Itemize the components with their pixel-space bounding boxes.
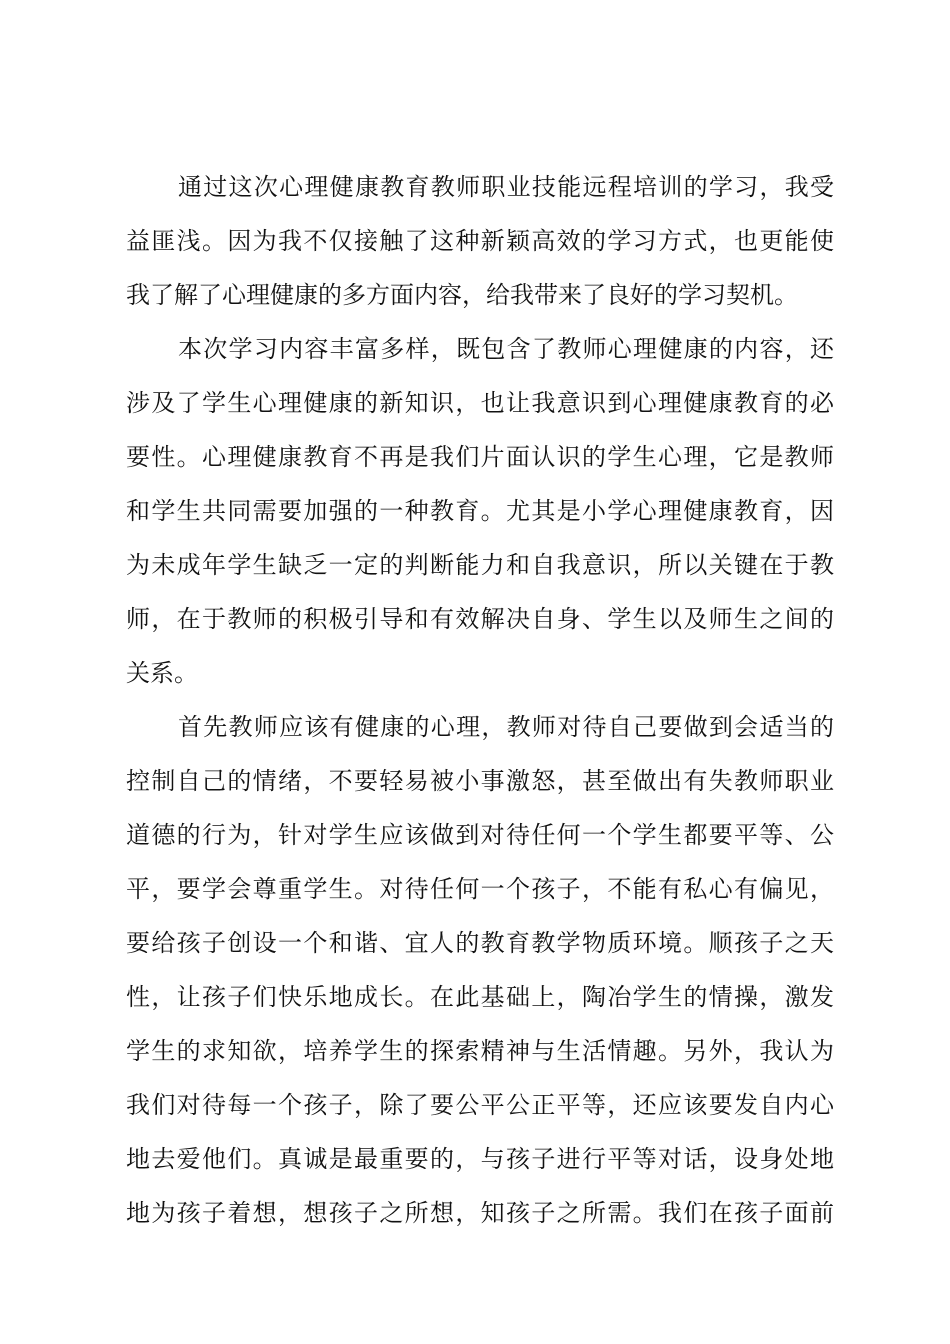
text-line: 首先教师应该有健康的心理，教师对待自己要做到会适当的 [178, 713, 834, 741]
text-line: 性，让孩子们快乐地成长。在此基础上，陶冶学生的情操，激发 [126, 983, 834, 1011]
text-line: 平，要学会尊重学生。对待任何一个孩子，不能有私心有偏见， [126, 875, 834, 903]
text-line: 益匪浅。因为我不仅接触了这种新颖高效的学习方式，也更能使 [126, 227, 834, 255]
text-line: 涉及了学生心理健康的新知识，也让我意识到心理健康教育的必 [126, 389, 834, 417]
paragraph-2 [126, 322, 834, 700]
text-line: 为未成年学生缺乏一定的判断能力和自我意识，所以关键在于教 [126, 551, 834, 579]
text-line: 师，在于教师的积极引导和有效解决自身、学生以及师生之间的 [126, 605, 834, 633]
text-line: 我了解了心理健康的多方面内容，给我带来了良好的学习契机。 [126, 281, 798, 309]
text-line: 道德的行为，针对学生应该做到对待任何一个学生都要平等、公 [126, 821, 834, 849]
paragraph-1 [126, 160, 834, 322]
text-line: 要性。心理健康教育不再是我们片面认识的学生心理，它是教师 [126, 443, 834, 471]
text-line: 通过这次心理健康教育教师职业技能远程培训的学习，我受 [178, 173, 834, 201]
text-line: 学生的求知欲，培养学生的探索精神与生活情趣。另外，我认为 [126, 1037, 834, 1065]
paragraph-3 [126, 700, 834, 1240]
text-line: 要给孩子创设一个和谐、宜人的教育教学物质环境。顺孩子之天 [126, 929, 834, 957]
text-line: 关系。 [126, 659, 198, 687]
text-line: 控制自己的情绪，不要轻易被小事激怒，甚至做出有失教师职业 [126, 767, 834, 795]
text-line: 地为孩子着想，想孩子之所想，知孩子之所需。我们在孩子面前 [126, 1199, 834, 1227]
text-line: 和学生共同需要加强的一种教育。尤其是小学心理健康教育，因 [126, 497, 834, 525]
text-line: 本次学习内容丰富多样，既包含了教师心理健康的内容，还 [178, 335, 834, 363]
document-body [126, 160, 834, 1240]
text-line: 我们对待每一个孩子，除了要公平公正平等，还应该要发自内心 [126, 1091, 834, 1119]
text-line: 地去爱他们。真诚是最重要的，与孩子进行平等对话，设身处地 [126, 1145, 834, 1173]
